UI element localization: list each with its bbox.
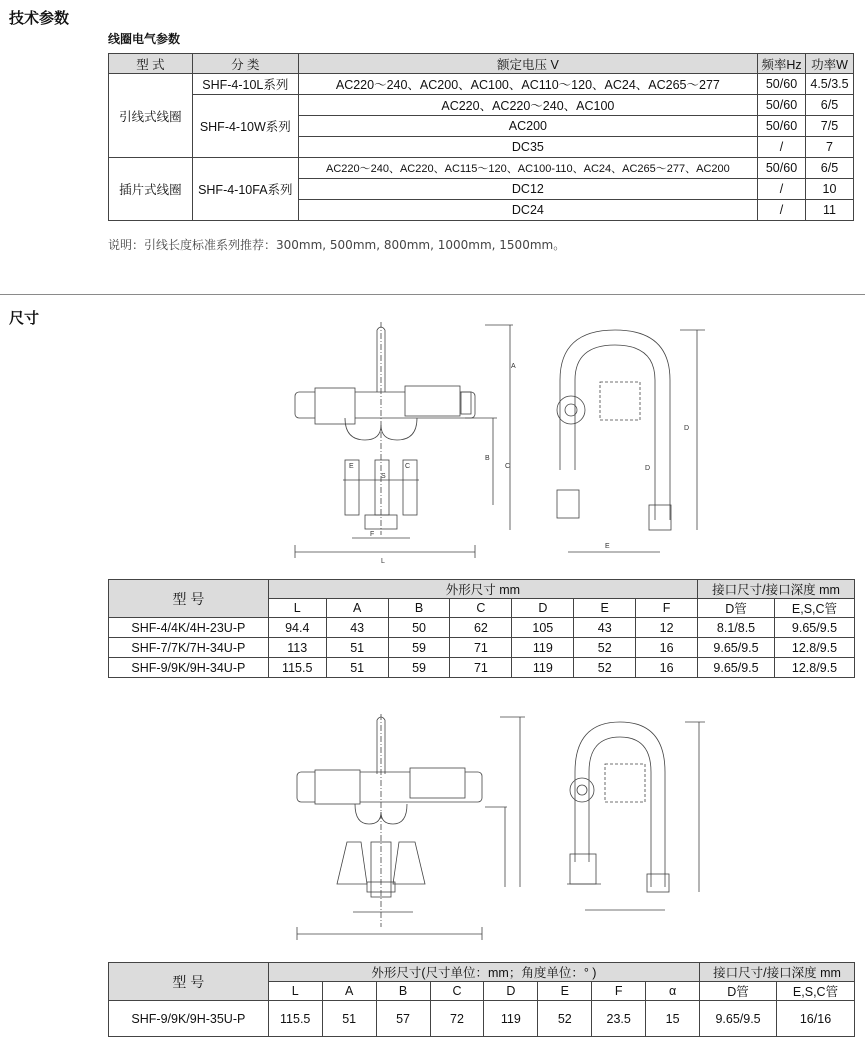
value-cell: 62 [450,618,512,638]
value-cell: 113 [268,638,326,658]
header-power: 功率W [805,54,853,74]
power-cell: 11 [805,200,853,221]
power-cell: 7 [805,137,853,158]
col-header: E [538,982,592,1001]
col-header: C [430,982,484,1001]
value-cell: 94.4 [268,618,326,638]
frequency-cell: 50/60 [758,158,806,179]
coil-type-lead: 引线式线圈 [109,74,193,158]
value-cell: 9.65/9.5 [698,638,775,658]
value-cell: 59 [388,638,450,658]
col-header: D [512,599,574,618]
header-voltage: 额定电压 V [298,54,757,74]
value-cell: 16/16 [777,1001,855,1037]
voltage-cell: AC220～240、AC220、AC115～120、AC100-110、AC24、AC265～277、AC200 [298,158,757,179]
value-cell: 16 [636,638,698,658]
col-header: E,S,C管 [777,982,855,1001]
value-cell: 71 [450,658,512,678]
header-category: 分 类 [192,54,298,74]
voltage-cell: AC220、AC220～240、AC100 [298,95,757,116]
value-cell: 52 [574,658,636,678]
frequency-cell: / [758,137,806,158]
valve-drawing-1 [285,320,725,565]
coil-electrical-table [108,53,854,221]
dim-label-c-port: C [405,463,411,470]
value-cell: 119 [512,638,574,658]
value-cell: 119 [484,1001,538,1037]
power-cell: 6/5 [805,158,853,179]
dimension-table-2 [108,962,855,1037]
table-row [109,158,854,179]
value-cell: 119 [512,658,574,678]
value-cell: 50 [388,618,450,638]
dimensions-title: 尺寸 [9,309,40,327]
coil-params-title: 线圈电气参数 [108,32,181,46]
col-header: E [574,599,636,618]
frequency-cell: / [758,200,806,221]
power-cell: 7/5 [805,116,853,137]
header-outer-dimensions: 外形尺寸(尺寸单位：mm；角度单位：° ) [268,963,699,982]
header-port-dimensions: 接口尺寸/接口深度 mm [700,963,855,982]
col-header: α [646,982,700,1001]
value-cell: 23.5 [592,1001,646,1037]
voltage-cell: DC12 [298,179,757,200]
value-cell: 59 [388,658,450,678]
col-header: A [322,982,376,1001]
value-cell: 15 [646,1001,700,1037]
voltage-cell: AC200 [298,116,757,137]
voltage-cell: AC220～240、AC200、AC100、AC110～120、AC24、AC265～277 [298,74,757,95]
value-cell: 43 [574,618,636,638]
col-header: L [268,982,322,1001]
value-cell: 105 [512,618,574,638]
value-cell: 9.65/9.5 [774,618,854,638]
value-cell: 52 [538,1001,592,1037]
dim-label-l: L [381,558,385,565]
section-divider [0,294,865,295]
col-header: F [636,599,698,618]
value-cell: 12.8/9.5 [774,638,854,658]
col-header: B [388,599,450,618]
model-cell: SHF-9/9K/9H-35U-P [109,1001,269,1037]
dim-label-d-port: D [645,465,651,472]
value-cell: 57 [376,1001,430,1037]
header-model: 型 号 [109,963,269,1001]
voltage-cell: DC35 [298,137,757,158]
table-row [109,74,854,95]
series-name: SHF-4-10L系列 [192,74,298,95]
power-cell: 6/5 [805,95,853,116]
series-name: SHF-4-10FA系列 [192,158,298,221]
frequency-cell: / [758,179,806,200]
header-port-dimensions: 接口尺寸/接口深度 mm [698,580,855,599]
series-name: SHF-4-10W系列 [192,95,298,158]
frequency-cell: 50/60 [758,116,806,137]
dim-label-b: B [485,455,490,462]
value-cell: 51 [326,638,388,658]
table-row [109,618,855,638]
col-header: B [376,982,430,1001]
value-cell: 12.8/9.5 [774,658,854,678]
dimension-table-1 [108,579,855,678]
col-header: E,S,C管 [774,599,854,618]
col-header: D管 [700,982,777,1001]
table-row [109,658,855,678]
value-cell: 71 [450,638,512,658]
col-header: C [450,599,512,618]
value-cell: 51 [326,658,388,678]
col-header: D管 [698,599,775,618]
header-model: 型 号 [109,580,269,618]
table-row [109,95,854,116]
model-cell: SHF-4/4K/4H-23U-P [109,618,269,638]
dim-label-e-port: E [349,463,354,470]
model-cell: SHF-9/9K/9H-34U-P [109,658,269,678]
value-cell: 115.5 [268,658,326,678]
value-cell: 9.65/9.5 [698,658,775,678]
dim-label-a: A [511,363,516,370]
value-cell: 52 [574,638,636,658]
dim-label-s: S [381,473,386,480]
power-cell: 4.5/3.5 [805,74,853,95]
dim-label-e: E [605,543,610,550]
header-frequency: 频率Hz [758,54,806,74]
dim-label-f: F [370,531,375,538]
value-cell: 8.1/8.5 [698,618,775,638]
col-header: L [268,599,326,618]
frequency-cell: 50/60 [758,74,806,95]
value-cell: 115.5 [268,1001,322,1037]
table-row [109,1001,855,1037]
col-header: D [484,982,538,1001]
model-cell: SHF-7/7K/7H-34U-P [109,638,269,658]
power-cell: 10 [805,179,853,200]
valve-drawing-2 [285,712,725,947]
dim-label-c: C [505,463,511,470]
tech-params-title: 技术参数 [9,9,70,27]
value-cell: 43 [326,618,388,638]
col-header: F [592,982,646,1001]
value-cell: 9.65/9.5 [700,1001,777,1037]
header-outer-dimensions: 外形尺寸 mm [268,580,697,599]
value-cell: 12 [636,618,698,638]
frequency-cell: 50/60 [758,95,806,116]
table-row [109,638,855,658]
dim-label-d: D [684,425,690,432]
voltage-cell: DC24 [298,200,757,221]
value-cell: 16 [636,658,698,678]
col-header: A [326,599,388,618]
coil-type-plug: 插片式线圈 [109,158,193,221]
header-type: 型 式 [109,54,193,74]
value-cell: 72 [430,1001,484,1037]
lead-length-note: 说明：引线长度标准系列推荐：300mm, 500mm, 800mm, 1000mm, 1500mm。 [108,238,566,252]
value-cell: 51 [322,1001,376,1037]
